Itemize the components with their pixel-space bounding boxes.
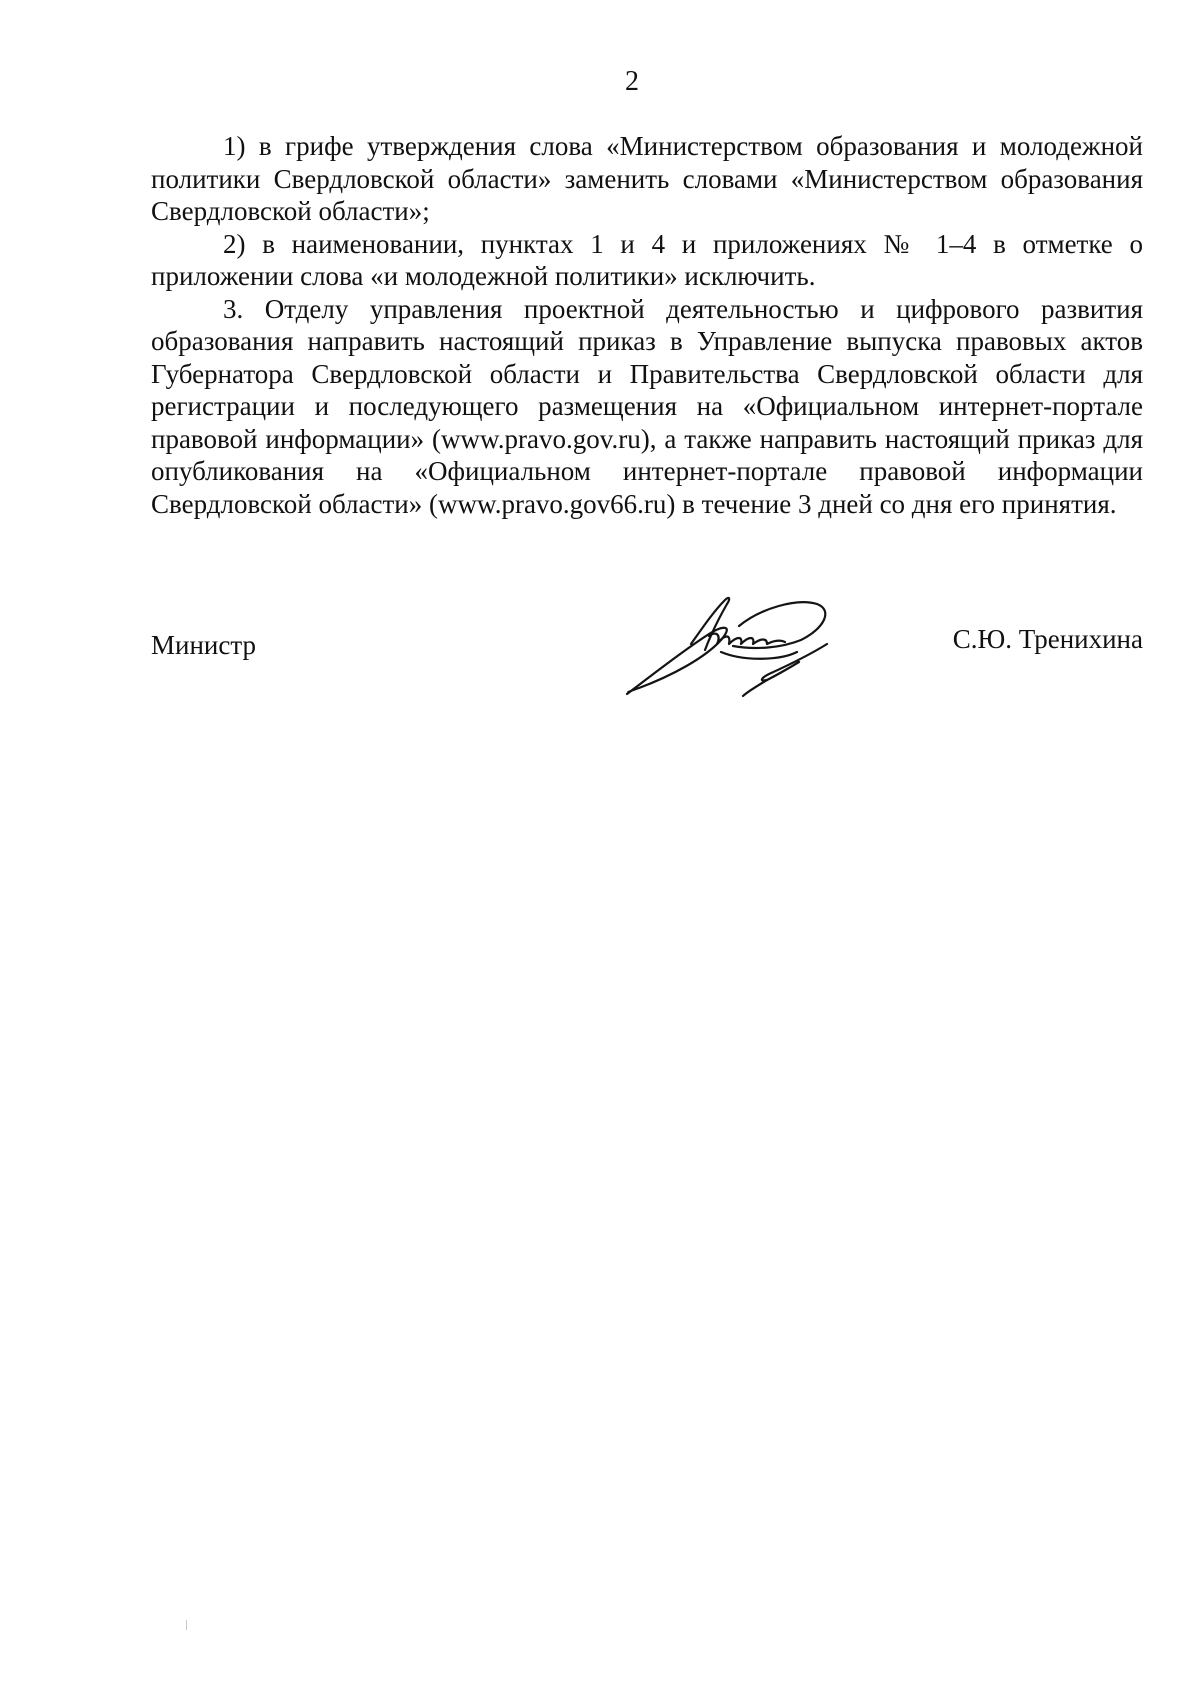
paragraph-item-3: 3. Отделу управления проектной деятельностью и цифрового развития образования направить настоящий приказ в Управление выпуска правовых актов Губернатора Свердловской области и Правительства Свердловской области для регистрации и последующего размещения на «Официальном интернет-портале правовой информации» (www.pravo.gov.ru), а также направить настоящий приказ для опубликования на «Официальном интернет-портале правовой информации Свердловской области» (www.pravo.gov66.ru) в течение 3 дней со дня его принятия.: [151, 293, 1143, 519]
handwritten-signature-image: [621, 590, 841, 700]
document-body: [151, 130, 1143, 520]
paragraph-item-2: 2) в наименовании, пунктах 1 и 4 и приложениях № 1–4 в отметке о приложении слова «и молодежной политики» исключить.: [151, 228, 1143, 291]
signatory-position: Министр: [151, 630, 256, 660]
page-number: 2: [625, 66, 639, 97]
paragraph-item-1: 1) в грифе утверждения слова «Министерством образования и молодежной политики Свердловской области» заменить словами «Министерством образования Свердловской области»;: [151, 131, 1143, 226]
scan-artifact-mark: [186, 1620, 187, 1630]
signatory-name: С.Ю. Тренихина: [952, 624, 1143, 654]
signature-block: [151, 590, 1143, 710]
